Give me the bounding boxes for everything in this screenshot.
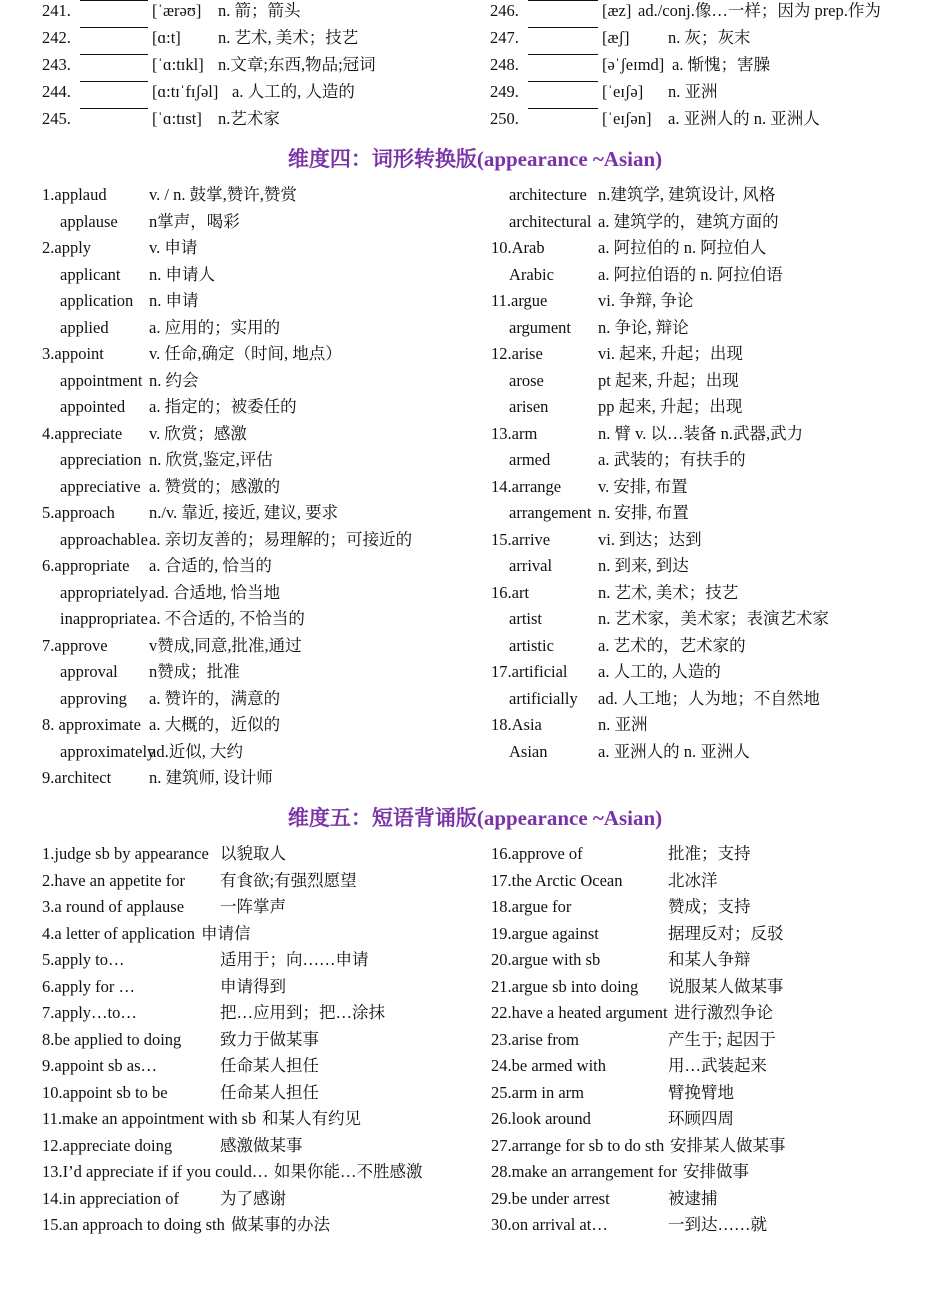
vocab-phonetic: [æz] [602, 1, 632, 20]
phrase-text: 1.judge sb by appearance [42, 844, 209, 863]
answer-blank[interactable] [80, 108, 148, 109]
word-definition: a. 人工的, 人造的 [598, 662, 721, 681]
word-definition: n. 申请 [149, 291, 199, 310]
phrase-definition: 据理反对；反驳 [668, 923, 784, 943]
word-definition: n. 臂 v. 以…装备 n.武器,武力 [598, 423, 804, 443]
phrase-text: 16.approve of [491, 844, 583, 863]
word-definition: a. 艺术的，艺术家的 [598, 635, 746, 655]
word-definition: ad.近似, 大约 [149, 741, 243, 761]
phrase-definition: 批准；支持 [668, 844, 751, 863]
vocab-number: 250. [490, 109, 519, 128]
vocab-number: 243. [42, 55, 71, 74]
headword: appreciation [60, 450, 142, 469]
headword: 5.approach [42, 503, 115, 522]
phrase-text: 21.argue sb into doing [491, 976, 639, 996]
phrase-text: 24.be armed with [491, 1056, 607, 1075]
word-definition: n. 约会 [149, 370, 199, 390]
answer-blank[interactable] [80, 81, 148, 82]
headword: 14.arrange [491, 476, 562, 496]
phrase-definition: 赞成；支持 [668, 897, 751, 916]
vocab-definition: ad./conj.像…一样；因为 prep.作为 [638, 1, 881, 20]
headword: appointed [60, 397, 126, 416]
answer-blank[interactable] [80, 27, 148, 28]
word-definition: a. 亲切友善的；易理解的；可接近的 [149, 529, 413, 549]
vocab-phonetic: [ˈɑ:tɪkl] [152, 55, 204, 74]
phrase-definition: 和某人有约见 [262, 1109, 361, 1128]
phrase-definition: 致力于做某事 [220, 1029, 319, 1049]
headword: appropriately [60, 582, 148, 602]
phrase-definition: 一到达……就 [668, 1215, 767, 1234]
phrase-definition: 申请得到 [220, 976, 286, 996]
headword: applied [60, 317, 109, 337]
phrase-text: 8.be applied to doing [42, 1029, 182, 1049]
phrase-text: 26.look around [491, 1109, 591, 1128]
phrase-text: 10.appoint sb to be [42, 1082, 168, 1102]
headword: Arabic [509, 264, 554, 284]
headword: arrival [509, 556, 553, 575]
word-definition: n. 艺术, 美术；技艺 [598, 582, 739, 602]
word-definition: a. 不合适的, 不恰当的 [149, 609, 305, 628]
answer-blank[interactable] [528, 54, 598, 55]
word-definition: a. 应用的；实用的 [149, 317, 281, 337]
headword: 18.Asia [491, 715, 542, 734]
phrase-definition: 做某事的办法 [231, 1215, 330, 1234]
phrase-text: 3.a round of applause [42, 897, 185, 916]
headword: appreciative [60, 476, 141, 496]
phrase-text: 20.argue with sb [491, 950, 601, 969]
word-definition: n掌声，喝彩 [149, 211, 240, 231]
vocab-definition: n.艺术家 [218, 109, 280, 128]
phrase-text: 27.arrange for sb to do sth [491, 1135, 665, 1155]
word-definition: a. 阿拉伯语的 n. 阿拉伯语 [598, 264, 783, 284]
phrase-definition: 和某人争辩 [668, 950, 751, 969]
word-definition: pt 起来, 升起；出现 [598, 370, 739, 390]
vocab-phonetic: [æʃ] [602, 28, 630, 47]
word-definition: n. 欣赏,鉴定,评估 [149, 450, 273, 469]
word-definition: a. 大概的，近似的 [149, 715, 281, 734]
headword: approximately [60, 741, 156, 761]
phrase-text: 9.appoint sb as… [42, 1056, 158, 1075]
answer-blank[interactable] [528, 27, 598, 28]
phrase-text: 13.I’d appreciate if if you could… [42, 1162, 269, 1181]
word-definition: n. 争论, 辩论 [598, 317, 689, 337]
vocab-number: 248. [490, 55, 519, 74]
word-definition: a. 阿拉伯的 n. 阿拉伯人 [598, 238, 767, 257]
word-definition: n赞成；批准 [149, 662, 240, 681]
headword: 7.approve [42, 635, 108, 655]
word-definition: vi. 争辩, 争论 [598, 291, 694, 310]
phrase-definition: 有食欲;有强烈愿望 [220, 870, 357, 890]
word-definition: n. 安排, 布置 [598, 503, 689, 522]
vocab-definition: a. 人工的, 人造的 [232, 82, 355, 101]
headword: 9.architect [42, 768, 112, 787]
vocab-definition: n. 箭；箭头 [218, 1, 301, 20]
headword: artificially [509, 688, 578, 708]
phrase-text: 15.an approach to doing sth [42, 1215, 225, 1234]
word-definition: vi. 到达；达到 [598, 529, 702, 549]
phrase-definition: 产生于; 起因于 [668, 1029, 776, 1049]
answer-blank[interactable] [528, 81, 598, 82]
phrase-definition: 任命某人担任 [220, 1082, 319, 1102]
headword: architectural [509, 211, 592, 231]
headword: 12.arise [491, 344, 543, 363]
headword: arose [509, 370, 544, 390]
word-definition: v赞成,同意,批准,通过 [149, 635, 302, 655]
vocab-phonetic: [ɑ:tɪˈfɪʃəl] [152, 82, 219, 101]
phrase-text: 18.argue for [491, 897, 572, 916]
vocab-phonetic: [ˈærəʊ] [152, 1, 202, 20]
vocab-number: 244. [42, 82, 71, 101]
phrase-text: 23.arise from [491, 1029, 579, 1049]
word-definition: v. 欣赏；感激 [149, 423, 247, 443]
vocab-number: 242. [42, 28, 71, 47]
headword: inappropriate [60, 609, 148, 628]
headword: 11.argue [491, 291, 548, 310]
headword: 15.arrive [491, 529, 551, 549]
phrase-definition: 适用于；向……申请 [220, 950, 369, 969]
headword: architecture [509, 185, 587, 204]
vocab-definition: n.文章;东西,物品;冠词 [218, 55, 376, 74]
answer-blank[interactable] [528, 108, 598, 109]
headword: arisen [509, 397, 549, 416]
word-definition: a. 亚洲人的 n. 亚洲人 [598, 741, 750, 761]
word-definition: v. 申请 [149, 238, 198, 257]
vocab-definition: a. 亚洲人的 n. 亚洲人 [668, 109, 820, 128]
headword: argument [509, 317, 572, 337]
headword: 13.arm [491, 423, 538, 443]
phrase-text: 6.apply for … [42, 976, 136, 996]
section4-title: 维度四：词形转换版(appearance ~Asian) [287, 147, 663, 171]
phrase-text: 17.the Arctic Ocean [491, 870, 623, 890]
word-definition: n. 艺术家，美术家；表演艺术家 [598, 609, 829, 628]
phrase-text: 11.make an appointment with sb [42, 1109, 257, 1128]
headword: approving [60, 688, 127, 708]
word-definition: n.建筑学, 建筑设计, 风格 [598, 185, 776, 204]
phrase-text: 2.have an appetite for [42, 870, 185, 890]
headword: armed [509, 450, 551, 469]
phrase-definition: 进行激烈争论 [674, 1003, 773, 1022]
headword: 1.applaud [42, 185, 107, 204]
answer-blank[interactable] [80, 54, 148, 55]
word-definition: n. 建筑师, 设计师 [149, 768, 273, 787]
vocab-definition: n. 艺术, 美术；技艺 [218, 28, 359, 47]
phrase-text: 19.argue against [491, 923, 599, 943]
vocab-phonetic: [əˈʃeɪmd] [602, 55, 665, 74]
word-definition: vi. 起来, 升起；出现 [598, 344, 743, 363]
phrase-definition: 任命某人担任 [220, 1056, 319, 1075]
headword: 8. approximate [42, 715, 141, 734]
word-definition: pp 起来, 升起；出现 [598, 397, 743, 416]
answer-blank[interactable] [80, 0, 148, 1]
phrase-definition: 被逮捕 [668, 1188, 718, 1208]
headword: 10.Arab [491, 238, 545, 257]
word-definition: n./v. 靠近, 接近, 建议, 要求 [149, 503, 339, 522]
word-definition: v. 任命,确定（时间, 地点） [149, 344, 342, 363]
phrase-definition: 把…应用到；把…涂抹 [220, 1003, 385, 1022]
word-definition: a. 建筑学的，建筑方面的 [598, 211, 779, 231]
headword: arrangement [509, 503, 592, 522]
phrase-text: 5.apply to… [42, 950, 125, 969]
phrase-text: 12.appreciate doing [42, 1135, 173, 1155]
word-definition: n. 到来, 到达 [598, 556, 689, 575]
headword: 3.appoint [42, 344, 104, 363]
headword: appointment [60, 370, 143, 390]
phrase-definition: 申请信 [201, 923, 251, 943]
phrase-text: 14.in appreciation of [42, 1188, 179, 1208]
vocab-number: 245. [42, 109, 71, 128]
word-definition: a. 赞赏的；感激的 [149, 476, 281, 496]
phrase-definition: 北冰洋 [668, 870, 718, 890]
phrase-text: 4.a letter of application [42, 923, 196, 943]
headword: Asian [509, 741, 548, 761]
phrase-text: 22.have a heated argument [491, 1003, 668, 1022]
word-definition: v. / n. 鼓掌,赞许,赞赏 [149, 185, 297, 204]
headword: applicant [60, 264, 121, 284]
vocab-definition: n. 亚洲 [668, 82, 718, 101]
vocab-number: 247. [490, 28, 519, 47]
word-definition: n. 亚洲 [598, 715, 648, 734]
phrase-definition: 说服某人做某事 [668, 976, 784, 996]
vocab-phonetic: [ˈeɪʃən] [602, 109, 652, 128]
phrase-definition: 安排某人做某事 [670, 1135, 786, 1155]
phrase-definition: 以貌取人 [220, 844, 286, 863]
word-definition: n. 申请人 [149, 264, 215, 284]
phrase-definition: 感激做某事 [220, 1135, 303, 1155]
phrase-text: 29.be under arrest [491, 1188, 610, 1208]
headword: approval [60, 662, 118, 681]
word-definition: ad. 人工地；人为地；不自然地 [598, 688, 820, 708]
word-definition: a. 武装的；有扶手的 [598, 450, 746, 469]
vocab-definition: n. 灰；灰末 [668, 28, 751, 47]
vocab-number: 249. [490, 82, 519, 101]
phrase-definition: 一阵掌声 [220, 897, 286, 916]
word-definition: v. 安排, 布置 [598, 476, 688, 496]
headword: 17.artificial [491, 662, 568, 681]
headword: 2.apply [42, 238, 92, 257]
headword: approachable [60, 529, 148, 549]
vocab-number: 241. [42, 1, 71, 20]
phrase-text: 25.arm in arm [491, 1082, 585, 1102]
headword: 6.appropriate [42, 556, 130, 575]
vocab-phonetic: [ˈɑ:tɪst] [152, 109, 202, 128]
word-definition: ad. 合适地, 恰当地 [149, 582, 281, 602]
vocab-phonetic: [ˈeɪʃə] [602, 82, 644, 101]
headword: applause [60, 211, 118, 231]
phrase-definition: 为了感谢 [220, 1188, 286, 1208]
word-definition: a. 合适的, 恰当的 [149, 556, 272, 575]
vocab-phonetic: [ɑ:t] [152, 28, 181, 47]
phrase-definition: 用…武装起来 [668, 1056, 767, 1075]
phrase-definition: 如果你能…不胜感激 [274, 1162, 423, 1181]
headword: artist [509, 609, 542, 628]
phrase-definition: 环顾四周 [668, 1109, 734, 1128]
phrase-definition: 臂挽臂地 [668, 1082, 734, 1102]
phrase-definition: 安排做事 [683, 1162, 749, 1181]
phrase-text: 28.make an arrangement for [491, 1162, 677, 1181]
vocab-number: 246. [490, 1, 519, 20]
word-definition: a. 赞许的，满意的 [149, 688, 281, 708]
section5-title: 维度五：短语背诵版(appearance ~Asian) [287, 806, 663, 830]
vocab-definition: a. 惭愧；害臊 [672, 55, 771, 74]
phrase-text: 30.on arrival at… [491, 1215, 608, 1234]
headword: 4.appreciate [42, 423, 123, 443]
answer-blank[interactable] [528, 0, 598, 1]
phrase-text: 7.apply…to… [42, 1003, 137, 1022]
headword: 16.art [491, 582, 530, 602]
headword: artistic [509, 635, 554, 655]
headword: application [60, 291, 134, 310]
word-definition: a. 指定的；被委任的 [149, 397, 297, 416]
